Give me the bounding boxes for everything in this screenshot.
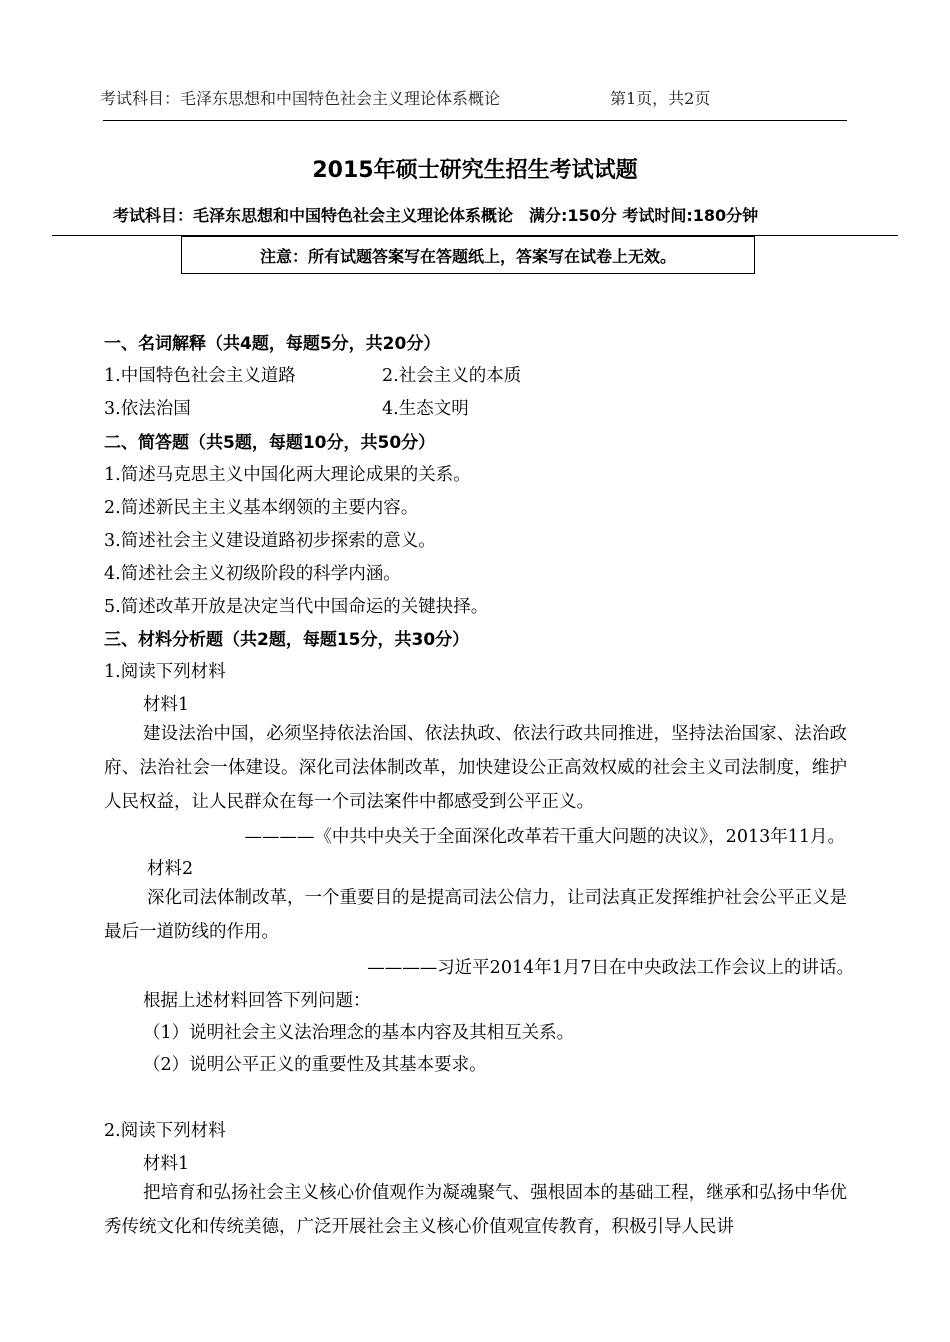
q1-subquestion-2: （2）说明公平正义的重要性及其基本要求。 (143, 1055, 487, 1075)
q1-material1-source: ————《中共中央关于全面深化改革若干重大问题的决议》，2013年11月。 (244, 827, 845, 847)
section1-item-3: 3.依法治国 (104, 399, 191, 419)
section1-item-1: 1.中国特色社会主义道路 (104, 366, 296, 386)
section3-heading: 三、材料分析题（共2题，每题15分，共30分） (104, 630, 470, 650)
q1-material2-label: 材料2 (147, 859, 194, 879)
q1-material1-text: 建设法治中国，必须坚持依法治国、依法执政、依法行政共同推进，坚持法治国家、法治政府、法治社会一体建设。深化司法体制改革，加快建设公正高效权威的社会主义司法制度，维护人民权益，让人民群众在每一个司法案件中都感受到公平正义。 (104, 724, 847, 812)
header-divider (103, 120, 847, 121)
q1-material1-label: 材料1 (143, 695, 190, 715)
q1-subquestion-1: （1）说明社会主义法治理念的基本内容及其相互关系。 (143, 1023, 575, 1043)
exam-subtitle: 考试科目：毛泽东思想和中国特色社会主义理论体系概论 满分:150分 考试时间:180分钟 (113, 206, 759, 225)
section2-heading: 二、简答题（共5题，每题10分，共50分） (104, 433, 436, 453)
section2-item-3: 3.简述社会主义建设道路初步探索的意义。 (104, 531, 436, 551)
section2-item-5: 5.简述改革开放是决定当代中国命运的关键抉择。 (104, 597, 489, 617)
notice-text: 注意：所有试题答案写在答题纸上，答案写在试卷上无效。 (259, 246, 676, 266)
q2-intro: 2.阅读下列材料 (104, 1121, 226, 1141)
q1-material2-text: 深化司法体制改革，一个重要目的是提高司法公信力，让司法真正发挥维护社会公平正义是最后一道防线的作用。 (104, 888, 847, 942)
section1-heading: 一、名词解释（共4题，每题5分，共20分） (104, 334, 441, 354)
section1-item-4: 4.生态文明 (382, 399, 469, 419)
q1-intro: 1.阅读下列材料 (104, 662, 226, 682)
q2-material1-text: 把培育和弘扬社会主义核心价值观作为凝魂聚气、强根固本的基础工程，继承和弘扬中华优秀传统文化和传统美德，广泛开展社会主义核心价值观宣传教育，积极引导人民讲 (104, 1183, 847, 1237)
header-page-number: 第1页，共2页 (610, 89, 711, 108)
q1-prompt: 根据上述材料回答下列问题： (143, 991, 371, 1011)
header-subject: 考试科目：毛泽东思想和中国特色社会主义理论体系概论 (100, 89, 501, 108)
q1-material2-source: ————习近平2014年1月7日在中央政法工作会议上的讲话。 (367, 958, 854, 978)
notice-box (181, 236, 755, 274)
section2-item-1: 1.简述马克思主义中国化两大理论成果的关系。 (104, 465, 471, 485)
exam-title: 2015年硕士研究生招生考试试题 (312, 158, 638, 183)
section1-item-2: 2.社会主义的本质 (382, 366, 522, 386)
q2-material1-label: 材料1 (143, 1154, 190, 1174)
section2-item-2: 2.简述新民主主义基本纲领的主要内容。 (104, 498, 419, 518)
section2-item-4: 4.简述社会主义初级阶段的科学内涵。 (104, 564, 401, 584)
